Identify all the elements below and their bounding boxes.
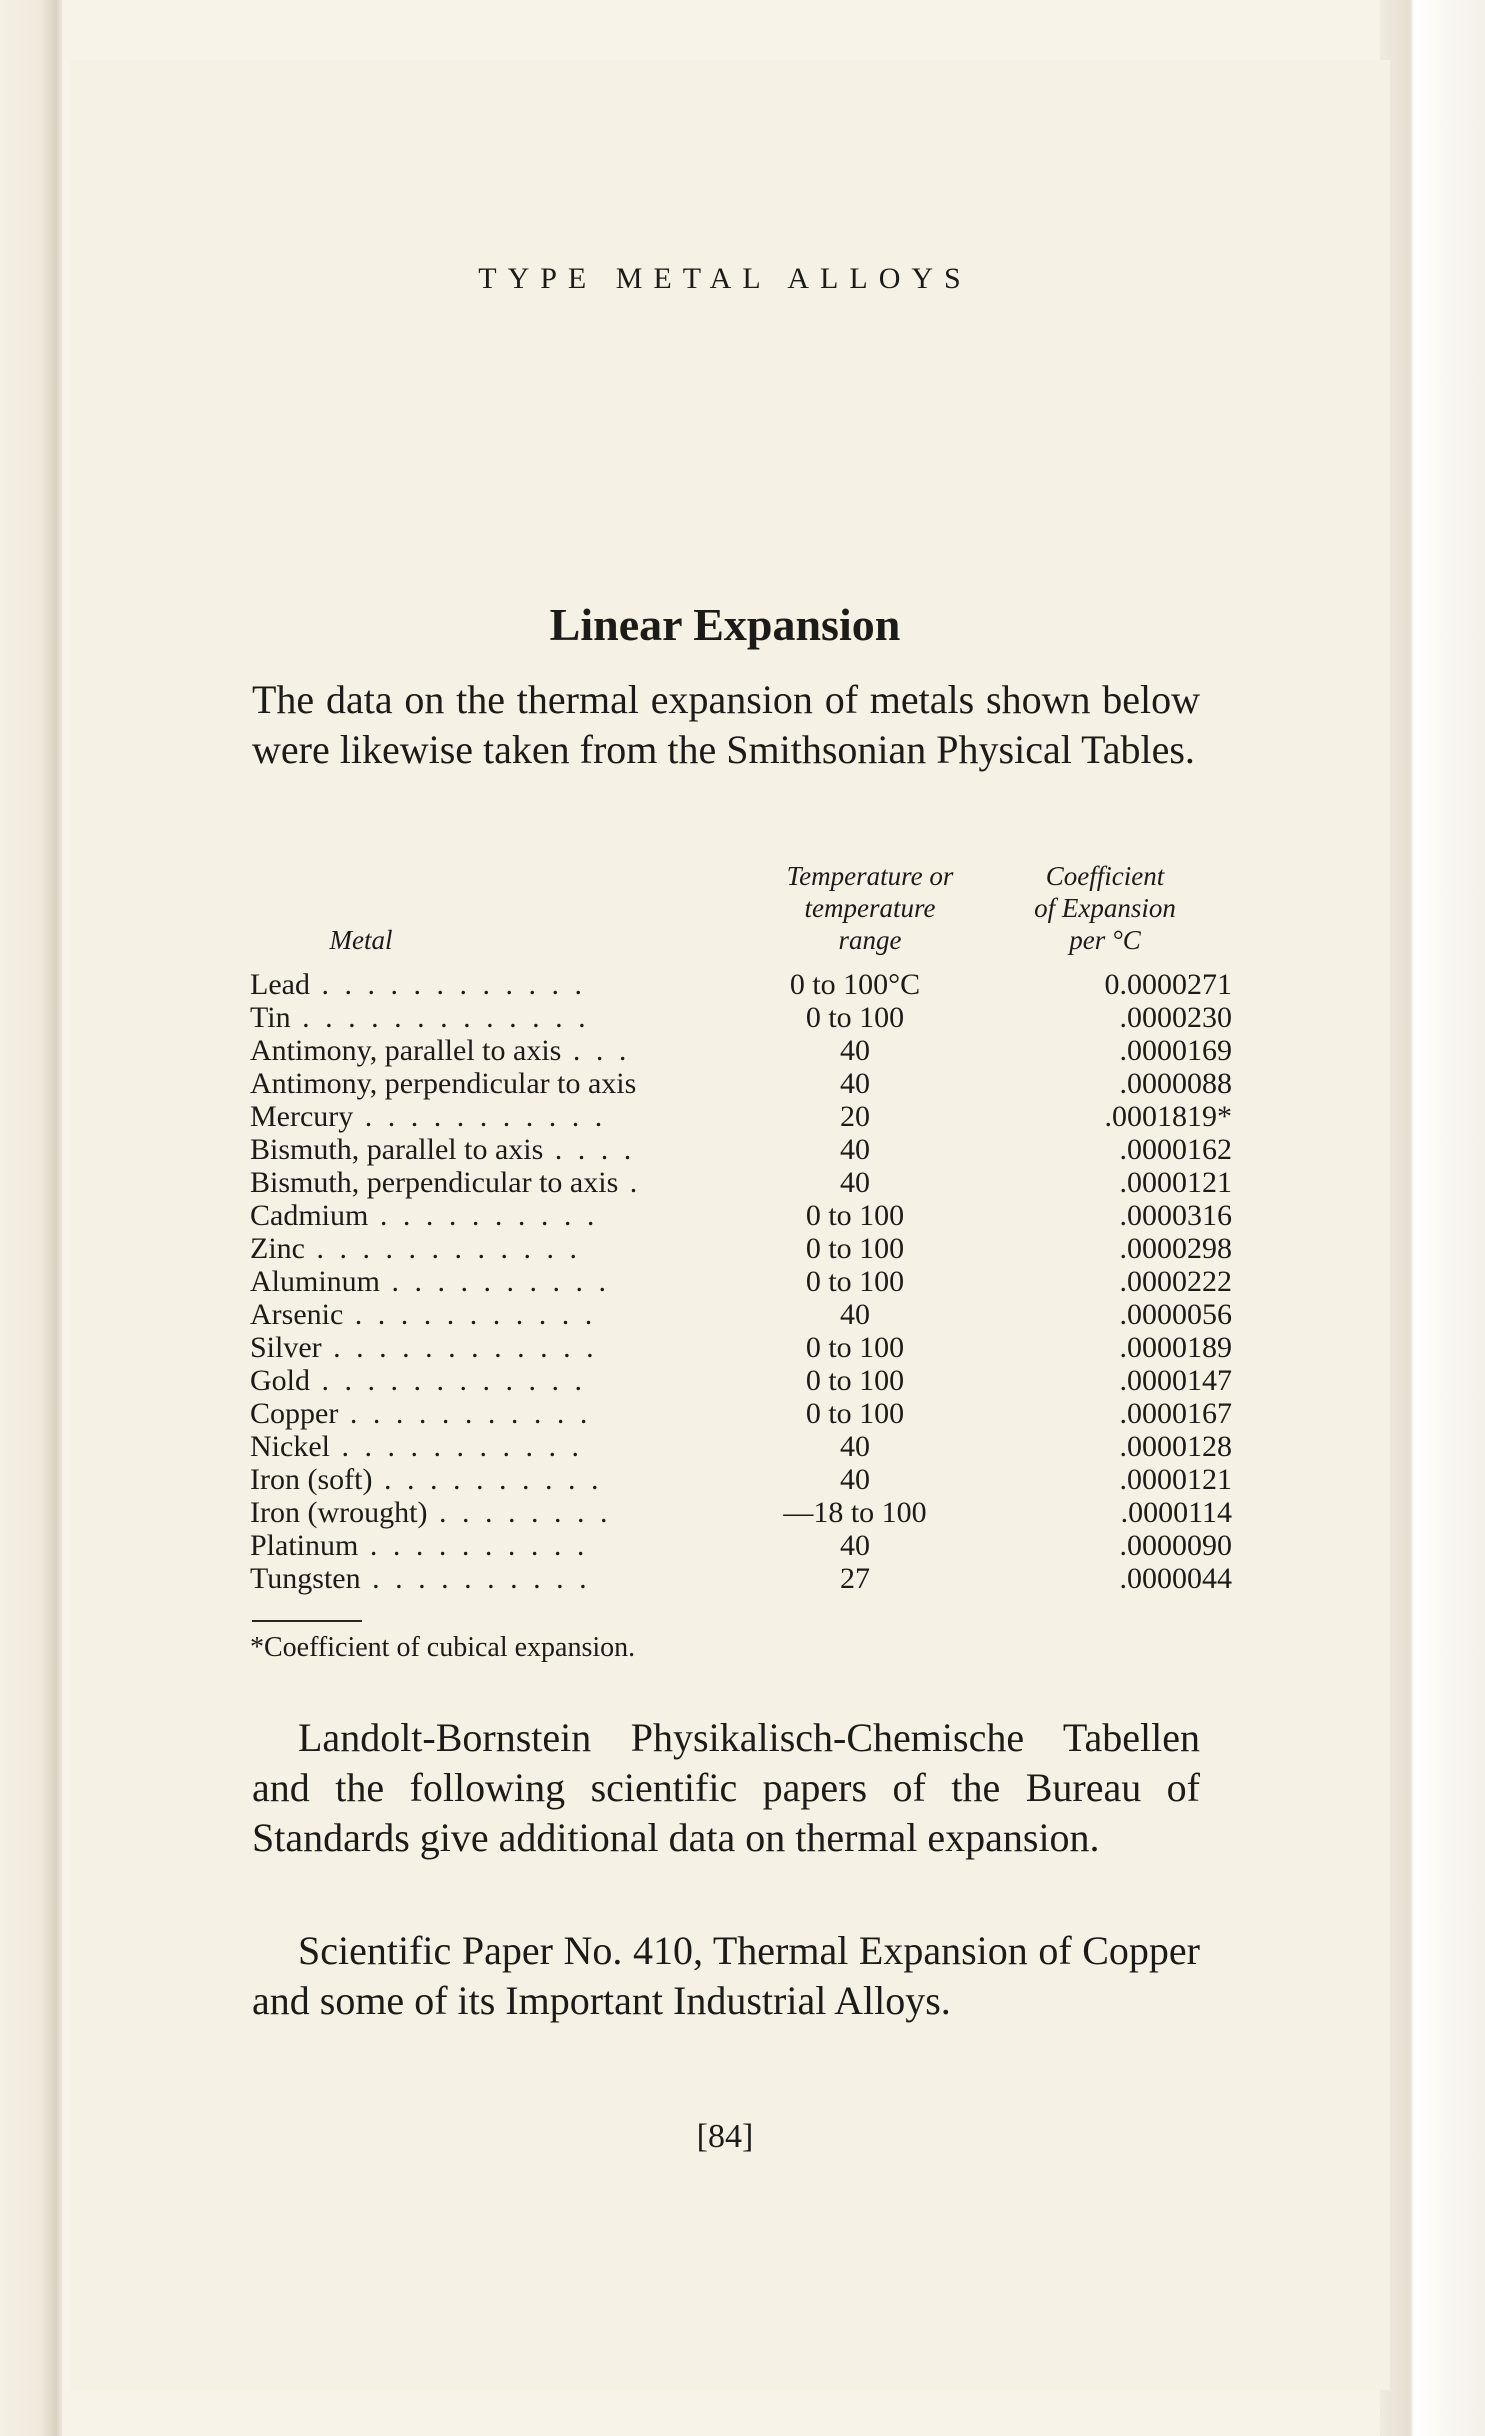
temperature-cell: 27 <box>840 1562 870 1595</box>
metal-name <box>250 1100 730 1133</box>
coefficient-cell: 0.0000271 <box>1104 968 1232 1001</box>
metal-name <box>250 1034 730 1067</box>
book-edge-right <box>1380 0 1485 2436</box>
header-temp-line: Temperature or <box>786 861 954 891</box>
header-coef-line: per °C <box>1069 925 1141 955</box>
metal-name <box>250 1067 730 1100</box>
leader-dots: . <box>618 1166 642 1199</box>
coefficient-cell: .0001819* <box>1104 1100 1232 1133</box>
leader-dots: . . . . . . . . . . . <box>329 1430 583 1463</box>
leader-dots: . . . . . . . . . . . <box>338 1397 592 1430</box>
table-row <box>250 1265 1250 1298</box>
metal-name <box>250 1133 730 1166</box>
intro-paragraph: The data on the thermal expansion of metals shown below were likewise taken from the Smithsonian Physical Tables. <box>252 677 1200 772</box>
metal-name <box>250 1463 730 1496</box>
leader-dots: . . . . . . . . . . <box>358 1529 589 1562</box>
coefficient-cell: .0000056 <box>1119 1298 1232 1331</box>
header-coef-line: of Expansion <box>1034 893 1176 923</box>
table-row <box>250 1166 1250 1199</box>
metal-label: Iron (wrought) <box>250 1496 428 1529</box>
temperature-cell: 0 to 100 <box>805 1331 905 1364</box>
metal-label: Mercury <box>250 1100 354 1133</box>
leader-dots: . . . . . . . . . . <box>368 1199 599 1232</box>
coefficient-cell: .0000162 <box>1119 1133 1232 1166</box>
metal-label: Gold <box>250 1364 310 1397</box>
metal-label: Zinc <box>250 1232 305 1265</box>
temperature-cell: —18 to 100 <box>783 1496 927 1529</box>
table-row <box>250 1133 1250 1166</box>
table-row <box>250 1397 1250 1430</box>
metal-name <box>250 968 730 1001</box>
temperature-cell: 0 to 100 <box>805 1199 905 1232</box>
leader-dots: . . . . . . . . . . . . <box>321 1331 598 1364</box>
coefficient-cell: .0000222 <box>1119 1265 1232 1298</box>
expansion-table <box>250 968 1250 1595</box>
leader-dots: . . . . . . . . . . <box>360 1562 591 1595</box>
temperature-cell: 0 to 100 <box>805 1397 905 1430</box>
temperature-cell: 0 to 100°C <box>789 968 921 1001</box>
table-row <box>250 1364 1250 1397</box>
metal-label: Tungsten <box>250 1562 361 1595</box>
coefficient-cell: .0000230 <box>1119 1001 1232 1034</box>
coefficient-cell: .0000128 <box>1119 1430 1232 1463</box>
table-row <box>250 1199 1250 1232</box>
column-header-metal <box>296 924 426 956</box>
metal-label: Bismuth, perpendicular to axis <box>250 1166 619 1199</box>
metal-name <box>250 1529 730 1562</box>
metal-name <box>250 1331 730 1364</box>
temperature-cell: 0 to 100 <box>805 1001 905 1034</box>
header-temp-line: temperature <box>804 893 936 923</box>
temperature-cell: 40 <box>840 1529 870 1562</box>
table-row <box>250 1562 1250 1595</box>
temperature-cell: 40 <box>840 1166 870 1199</box>
metal-name <box>250 1496 730 1529</box>
page-number: [84] <box>696 2118 754 2155</box>
table-row <box>250 1067 1250 1100</box>
metal-name <box>250 1430 730 1463</box>
header-temp-line: range <box>838 925 902 955</box>
table-row <box>250 1331 1250 1364</box>
leader-dots: . . . . . . . . . . <box>380 1265 611 1298</box>
table-row <box>250 1034 1250 1067</box>
metal-name <box>250 1397 730 1430</box>
temperature-cell: 0 to 100 <box>805 1232 905 1265</box>
leader-dots: . . . . . . . . . . . . . <box>290 1001 590 1034</box>
temperature-cell: 40 <box>840 1133 870 1166</box>
metal-name <box>250 1298 730 1331</box>
temperature-cell: 40 <box>840 1463 870 1496</box>
temperature-cell: 0 to 100 <box>805 1364 905 1397</box>
coefficient-cell: .0000298 <box>1119 1232 1232 1265</box>
leader-dots: . . . . . . . . . . . <box>343 1298 597 1331</box>
metal-label: Nickel <box>250 1430 330 1463</box>
table-row <box>250 1496 1250 1529</box>
table-row <box>250 1100 1250 1133</box>
table-row <box>250 1001 1250 1034</box>
footnote: *Coefficient of cubical expansion. <box>250 1632 636 1663</box>
leader-dots: . . . . . . . . . . . . <box>309 968 586 1001</box>
section-title: Linear Expansion <box>549 599 901 650</box>
coefficient-cell: .0000121 <box>1119 1463 1232 1496</box>
coefficient-cell: .0000088 <box>1119 1067 1232 1100</box>
metal-label: Platinum <box>250 1529 359 1562</box>
leader-dots: . . . . . . . . . . . <box>353 1100 607 1133</box>
table-row <box>250 968 1250 1001</box>
leader-dots: . . . . . . . . . . . . <box>304 1232 581 1265</box>
metal-label: Aluminum <box>250 1265 381 1298</box>
coefficient-cell: .0000121 <box>1119 1166 1232 1199</box>
metal-label: Antimony, parallel to axis <box>250 1034 562 1067</box>
temperature-cell: 40 <box>840 1067 870 1100</box>
running-head: TYPE METAL ALLOYS <box>478 262 972 295</box>
coefficient-cell: .0000167 <box>1119 1397 1232 1430</box>
coefficient-cell: .0000147 <box>1119 1364 1232 1397</box>
table-row <box>250 1298 1250 1331</box>
metal-label: Antimony, perpendicular to axis <box>250 1067 637 1100</box>
coefficient-cell: .0000316 <box>1119 1199 1232 1232</box>
footnote-rule <box>252 1620 362 1622</box>
temperature-cell: 40 <box>840 1298 870 1331</box>
table-row <box>250 1232 1250 1265</box>
header-coef-line: Coefficient <box>1045 861 1165 891</box>
metal-name <box>250 1199 730 1232</box>
table-row <box>250 1529 1250 1562</box>
leader-dots: . . . . . . . . . . <box>372 1463 603 1496</box>
table-row <box>250 1430 1250 1463</box>
coefficient-cell: .0000114 <box>1120 1496 1232 1529</box>
temperature-cell: 20 <box>840 1100 870 1133</box>
leader-dots: . . . <box>561 1034 631 1067</box>
temperature-cell: 0 to 100 <box>805 1265 905 1298</box>
column-header-temperature <box>735 860 1005 956</box>
metal-label: Bismuth, parallel to axis <box>250 1133 544 1166</box>
metal-name <box>250 1265 730 1298</box>
metal-label: Tin <box>250 1001 291 1034</box>
book-gutter-left <box>0 0 62 2436</box>
metal-name <box>250 1364 730 1397</box>
column-header-coefficient <box>980 860 1230 956</box>
metal-name <box>250 1166 730 1199</box>
coefficient-cell: .0000044 <box>1119 1562 1232 1595</box>
references-paragraph: Landolt-Bornstein Physikalisch-Chemische Tabellen and the following scientific papers of the Bureau of Standards give additional data on thermal expansion. <box>252 1715 1200 1860</box>
metal-name <box>250 1232 730 1265</box>
temperature-cell: 40 <box>840 1430 870 1463</box>
leader-dots: . . . . . . . . . . . . <box>310 1364 586 1397</box>
metal-label: Arsenic <box>250 1298 344 1331</box>
metal-name <box>250 1562 730 1595</box>
header-metal-text: Metal <box>329 925 393 955</box>
coefficient-cell: .0000090 <box>1119 1529 1232 1562</box>
metal-name <box>250 1001 730 1034</box>
temperature-cell: 40 <box>840 1034 870 1067</box>
leader-dots: . . . . . . . . <box>427 1496 612 1529</box>
metal-label: Cadmium <box>250 1199 369 1232</box>
metal-label: Silver <box>250 1331 322 1364</box>
coefficient-cell: .0000169 <box>1119 1034 1232 1067</box>
metal-label: Copper <box>250 1397 339 1430</box>
leader-dots: . . . . <box>543 1133 636 1166</box>
metal-label: Lead <box>250 968 310 1001</box>
scientific-paper-paragraph: Scientific Paper No. 410, Thermal Expansion of Copper and some of its Important Industrial Alloys. <box>252 1928 1200 2023</box>
metal-label: Iron (soft) <box>250 1463 373 1496</box>
table-row <box>250 1463 1250 1496</box>
coefficient-cell: .0000189 <box>1119 1331 1232 1364</box>
